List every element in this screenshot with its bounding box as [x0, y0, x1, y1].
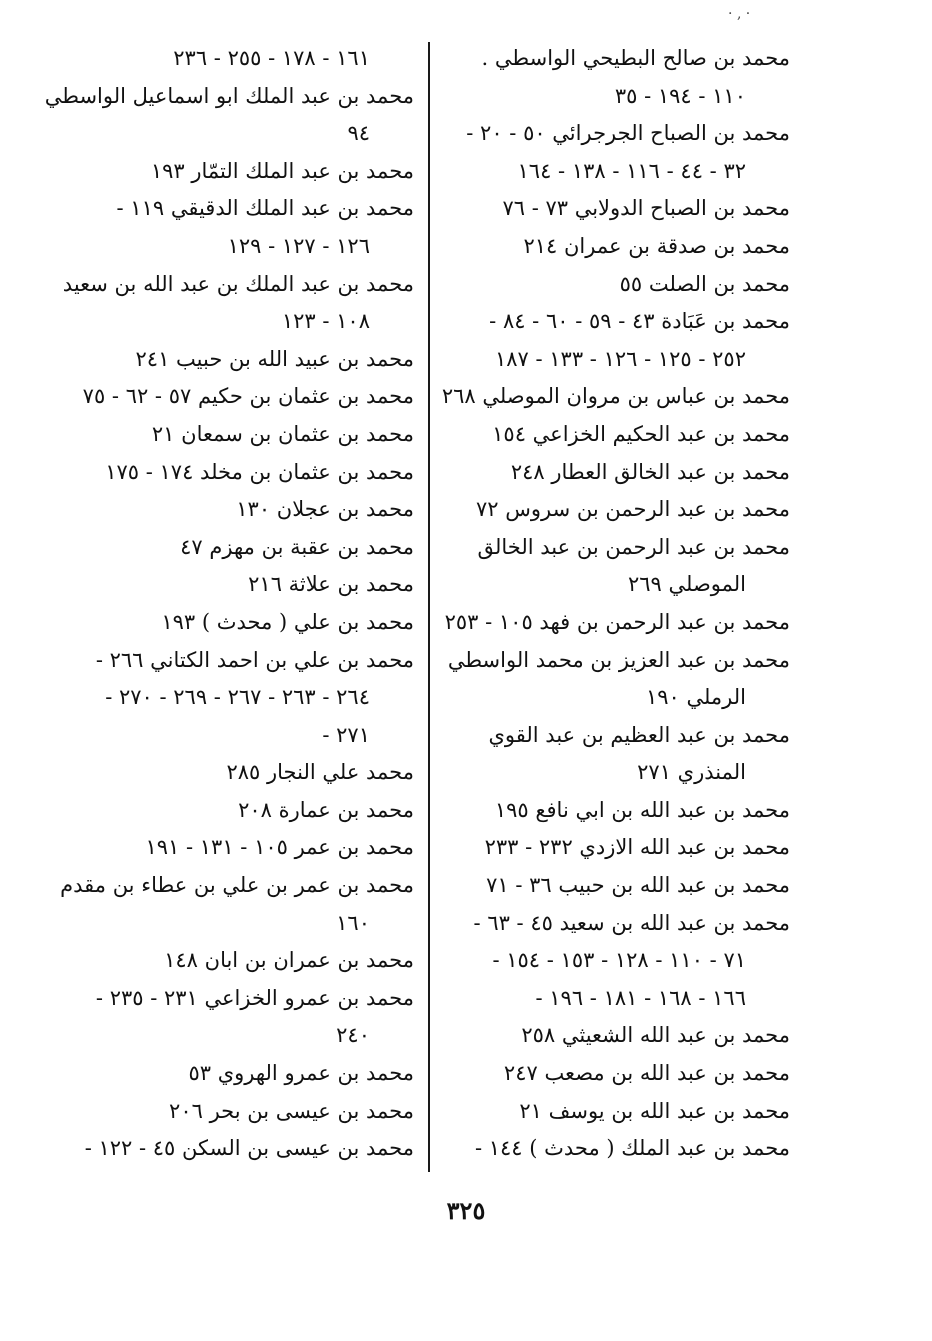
scan-specks: · ‚ ·: [728, 6, 751, 22]
index-entry: محمد بن الصباح الدولابي ٧٣ - ٧٦: [502, 196, 790, 221]
index-entry: محمد بن عيسى بن السكن ٤٥ - ١٢٢ -: [84, 1136, 414, 1161]
index-entry: محمد بن عبد العظيم بن عبد القوي: [488, 722, 790, 747]
index-entry: محمد بن عثمان بن حكيم ٥٧ - ٦٢ - ٧٥: [82, 384, 414, 409]
index-entry: محمد بن عبد الملك ابو اسماعيل الواسطي: [44, 83, 414, 108]
index-entry: محمد بن عبد الحكيم الخزاعي ١٥٤: [492, 421, 790, 446]
index-entry: محمد بن عبيد الله بن حبيب ٢٤١: [135, 346, 414, 371]
index-entry: محمد بن عبد الرحمن بن عبد الخالق: [477, 534, 790, 559]
index-entry-continuation: ٧١ - ١١٠ - ١٢٨ - ١٥٣ - ١٥٤ -: [492, 948, 746, 973]
index-entry: محمد بن علاثة ٢١٦: [248, 572, 414, 597]
index-entry-continuation: ٢٦٤ - ٢٦٣ - ٢٦٧ - ٢٦٩ - ٢٧٠ -: [105, 685, 370, 710]
column-divider: [428, 42, 430, 1172]
index-entry-continuation: ١١٠ - ١٩٤ - ٣٥: [614, 83, 746, 108]
index-entry: محمد بن عَبَادة ٤٣ - ٥٩ - ٦٠ - ٨٤ -: [489, 309, 790, 334]
index-entry: محمد بن عثمان بن مخلد ١٧٤ - ١٧٥: [105, 459, 414, 484]
index-entry-continuation: ٢٤٠: [336, 1023, 370, 1048]
index-entry: محمد علي النجار ٢٨٥: [226, 760, 414, 785]
index-entry: محمد بن صالح البطيحي الواسطي .: [481, 46, 790, 70]
index-entry: محمد بن عبد الرحمن بن سروس ٧٢: [475, 497, 790, 522]
index-column-right: [441, 40, 790, 1168]
index-entry: محمد بن الصلت ٥٥: [619, 271, 790, 296]
index-entry: محمد بن عيسى بن بحر ٢٠٦: [169, 1098, 414, 1123]
index-entry-continuation: ٣٢ - ٤٤ - ١١٦ - ١٣٨ - ١٦٤: [517, 158, 746, 183]
index-entry: محمد بن عبد الملك بن عبد الله بن سعيد: [62, 271, 414, 296]
index-entry: محمد بن عمر بن علي بن عطاء بن مقدم: [60, 873, 414, 898]
index-entry: محمد بن عبد الله الازدي ٢٣٢ - ٢٣٣: [484, 835, 790, 860]
index-entry: محمد بن عبد الملك الدقيقي ١١٩ -: [116, 196, 414, 221]
index-entry: محمد بن عبد العزيز بن محمد الواسطي: [447, 647, 790, 672]
index-entry-continuation: ١٢٦ - ١٢٧ - ١٢٩: [227, 233, 370, 258]
index-entry: محمد بن علي ( محدث ) ١٩٣: [161, 609, 414, 634]
index-entry-continuation: ١٦٠: [336, 910, 370, 935]
index-entry-continuation: ١٦٦ - ١٦٨ - ١٨١ - ١٩٦ -: [535, 985, 746, 1010]
index-entry: محمد بن عبد الخالق العطار ٢٤٨: [510, 459, 790, 484]
index-entry: محمد بن عبد الملك ( محدث ) ١٤٤ -: [474, 1136, 790, 1161]
index-entry: محمد بن عمارة ٢٠٨: [238, 797, 414, 822]
index-entry: محمد بن عبد الملك التمّار ١٩٣: [150, 158, 414, 183]
index-entry-continuation: المنذري ٢٧١: [637, 760, 746, 785]
index-entry-continuation: ١٠٨ - ١٢٣: [281, 309, 370, 334]
index-entry: محمد بن علي بن احمد الكتاني ٢٦٦ -: [95, 647, 414, 672]
index-column-left: [44, 40, 414, 1168]
index-entry-continuation: ٢٥٢ - ١٢٥ - ١٢٦ - ١٣٣ - ١٨٧: [494, 346, 746, 371]
index-entry: محمد بن عمرو الهروي ٥٣: [188, 1061, 414, 1086]
index-entry: محمد بن عمرو الخزاعي ٢٣١ - ٢٣٥ -: [95, 985, 414, 1010]
index-entry-continuation: الموصلي ٢٦٩: [627, 572, 746, 597]
index-entry: محمد بن عبد الله بن مصعب ٢٤٧: [503, 1061, 790, 1086]
index-entry: محمد بن عمران بن ابان ١٤٨: [164, 948, 414, 973]
index-entry: محمد بن عقبة بن مهزم ٤٧: [180, 534, 414, 559]
index-entry: محمد بن عبد الرحمن بن فهد ١٠٥ - ٢٥٣: [444, 609, 790, 634]
page-number: ٣٢٥: [446, 1196, 486, 1225]
index-entry: محمد بن عبد الله بن ابي نافع ١٩٥: [494, 797, 790, 822]
index-entry-continuation: الرملي ١٩٠: [645, 685, 746, 710]
index-entry-continuation: ٩٤: [347, 121, 370, 146]
index-entry: محمد بن عمر ١٠٥ - ١٣١ - ١٩١: [145, 835, 414, 860]
index-entry: محمد بن عبد الله الشعيثي ٢٥٨: [521, 1023, 790, 1048]
index-entry: محمد بن الصباح الجرجرائي ٥٠ - ٢٠ -: [466, 121, 790, 146]
index-entry: محمد بن عباس بن مروان الموصلي ٢٦٨: [441, 384, 790, 409]
index-entry: محمد بن عبد الله بن سعيد ٤٥ - ٦٣ -: [473, 910, 790, 935]
index-entry: محمد بن عجلان ١٣٠: [236, 497, 414, 522]
index-entry-continuation: ٢٧١ -: [322, 722, 370, 747]
index-entry-continuation: ١٦١ - ١٧٨ - ٢٥٥ - ٢٣٦: [173, 46, 370, 70]
index-entry: محمد بن عبد الله بن حبيب ٣٦ - ٧١: [486, 873, 790, 898]
index-entry: محمد بن صدقة بن عمران ٢١٤: [523, 233, 790, 258]
index-entry: محمد بن عثمان بن سمعان ٢١: [151, 421, 414, 446]
index-entry: محمد بن عبد الله بن يوسف ٢١: [519, 1098, 790, 1123]
